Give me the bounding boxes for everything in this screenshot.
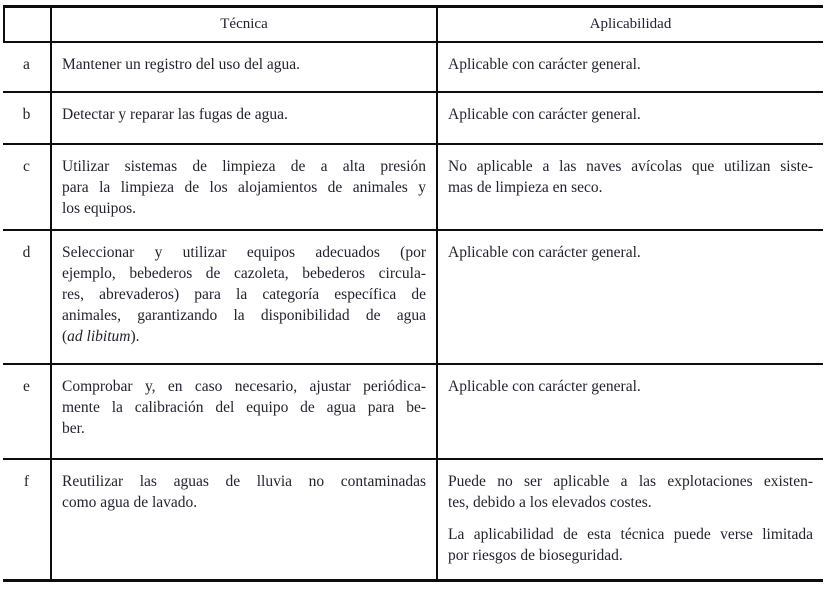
text-line: res, abrevaderos) para la categoría específica de	[62, 286, 426, 303]
technique-cell	[52, 93, 438, 143]
text-line: mas de limpieza en seco.	[448, 179, 603, 196]
technique-cell	[52, 231, 438, 363]
table-row-b	[3, 93, 823, 145]
techniques-table	[3, 5, 823, 582]
text-line: tes, debido a los elevados costes.	[448, 494, 652, 511]
applicability-cell	[438, 93, 823, 143]
text-line: Mantener un registro del uso del agua.	[62, 56, 301, 73]
technique-cell	[52, 145, 438, 229]
table-row-d	[3, 231, 823, 365]
text-line: Comprobar y, en caso necesario, ajustar periódica-	[62, 378, 426, 395]
header-left-rule	[3, 8, 5, 43]
text-line: los equipos.	[62, 200, 137, 217]
row-letter: d	[3, 231, 52, 363]
header-label-aplicabilidad: Aplicabilidad	[589, 16, 672, 32]
applicability-paragraph	[448, 471, 813, 513]
text-line: (ad libitum).	[62, 328, 140, 345]
applicability-paragraph	[448, 376, 813, 397]
header-cell-aplicabilidad	[438, 8, 823, 41]
applicability-paragraph	[448, 524, 813, 566]
technique-paragraph	[62, 376, 426, 439]
header-cell-tecnica	[52, 8, 438, 41]
row-letter: e	[3, 365, 52, 458]
text-line: Detectar y reparar las fugas de agua.	[62, 106, 288, 123]
applicability-paragraph	[448, 54, 813, 75]
header-cell-letter	[3, 8, 52, 41]
applicability-cell	[438, 231, 823, 363]
table-row-c	[3, 145, 823, 231]
text-line: Aplicable con carácter general.	[448, 56, 641, 73]
table-row-a	[3, 43, 823, 93]
text-line: Aplicable con carácter general.	[448, 106, 641, 123]
text-line: ejemplo, bebederos de cazoleta, bebederos circula-	[62, 265, 426, 282]
applicability-cell	[438, 365, 823, 458]
technique-cell	[52, 460, 438, 579]
applicability-paragraph	[448, 156, 813, 198]
technique-cell	[52, 365, 438, 458]
technique-paragraph	[62, 54, 426, 75]
table-header-row	[3, 8, 823, 43]
header-label-tecnica: Técnica	[220, 16, 268, 32]
technique-paragraph	[62, 242, 426, 347]
applicability-cell	[438, 145, 823, 229]
technique-paragraph	[62, 471, 426, 513]
text-line: Puede no ser aplicable a las explotaciones existen-	[448, 473, 813, 490]
text-line: La aplicabilidad de esta técnica puede verse limitada	[448, 526, 813, 543]
technique-cell	[52, 43, 438, 91]
text-line: animales, garantizando la disponibilidad de agua	[62, 307, 426, 324]
technique-paragraph	[62, 104, 426, 125]
text-line: Utilizar sistemas de limpieza de a alta presión	[62, 158, 426, 175]
row-letter: a	[3, 43, 52, 91]
table-row-e	[3, 365, 823, 460]
applicability-cell	[438, 43, 823, 91]
text-line: Seleccionar y utilizar equipos adecuados (por	[62, 244, 426, 261]
text-line: mente la calibración del equipo de agua para be-	[62, 399, 426, 416]
technique-paragraph	[62, 156, 426, 219]
text-line: Reutilizar las aguas de lluvia no contaminadas	[62, 473, 426, 490]
text-line: como agua de lavado.	[62, 494, 198, 511]
text-line: Aplicable con carácter general.	[448, 244, 641, 261]
text-line: Aplicable con carácter general.	[448, 378, 641, 395]
applicability-paragraph	[448, 104, 813, 125]
applicability-cell	[438, 460, 823, 579]
row-letter: f	[3, 460, 52, 579]
text-line: No aplicable a las naves avícolas que utilizan siste-	[448, 158, 813, 175]
applicability-paragraph	[448, 242, 813, 263]
text-line: para la limpieza de los alojamientos de animales y	[62, 179, 426, 196]
text-line: ber.	[62, 420, 85, 437]
row-letter: b	[3, 93, 52, 143]
table-row-f	[3, 460, 823, 579]
text-line: por riesgos de bioseguridad.	[448, 547, 623, 564]
row-letter: c	[3, 145, 52, 229]
